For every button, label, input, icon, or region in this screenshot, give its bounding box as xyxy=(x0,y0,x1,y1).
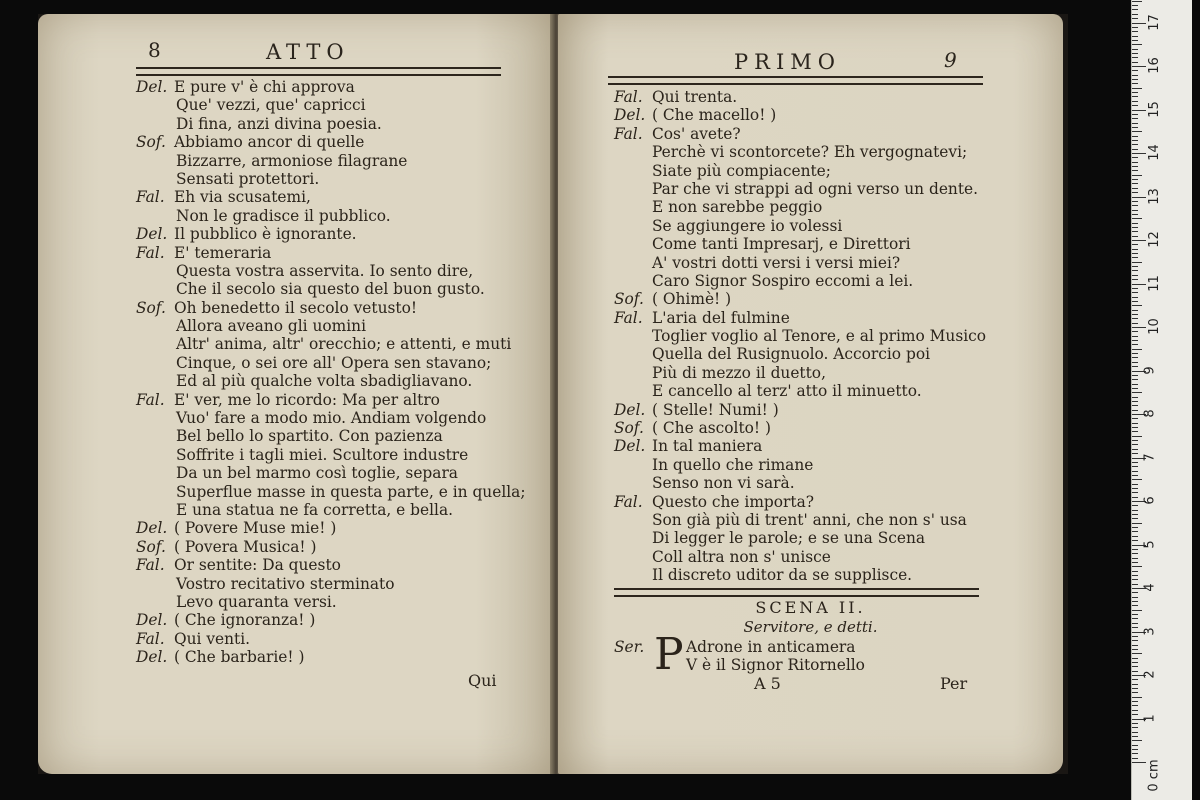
ruler-tick xyxy=(1132,79,1138,80)
ruler-number: 15 xyxy=(1146,100,1162,118)
verse-text: Questa vostra asservita. Io sento dire, xyxy=(176,261,474,280)
speaker-label: Sof. xyxy=(136,133,166,152)
verse-text: E' temeraria xyxy=(174,243,272,262)
ruler-tick xyxy=(1132,236,1138,237)
speaker-label: Del. xyxy=(136,78,168,96)
ruler-number: 14 xyxy=(1146,144,1162,161)
verse-text: Caro Signor Sospiro eccomi a lei. xyxy=(652,271,914,290)
ruler-tick xyxy=(1132,449,1138,450)
ruler-tick xyxy=(1132,136,1138,137)
ruler-tick xyxy=(1132,462,1138,463)
ruler-tick xyxy=(1132,210,1138,211)
ruler-number: 6 xyxy=(1142,496,1158,505)
ruler-number: 2 xyxy=(1142,670,1158,679)
ruler-tick xyxy=(1132,227,1138,228)
right-catchword: Per xyxy=(940,674,968,693)
verse-text: Di fina, anzi divina poesia. xyxy=(176,114,382,133)
ruler-tick xyxy=(1132,27,1138,28)
ruler-tick xyxy=(1132,397,1138,398)
ruler-number: 1 xyxy=(1142,713,1158,723)
ruler-tick xyxy=(1132,192,1138,193)
ruler-tick xyxy=(1132,314,1138,315)
verse-text: Que' vezzi, que' capricci xyxy=(176,96,366,115)
speaker-label: Sof. xyxy=(136,537,166,556)
ruler-tick xyxy=(1132,44,1142,45)
ruler-tick xyxy=(1132,305,1142,306)
ruler-tick xyxy=(1132,201,1138,202)
speaker-label: Fal. xyxy=(614,308,643,327)
ruler-tick xyxy=(1132,5,1138,6)
ruler-tick xyxy=(1132,444,1138,445)
ruler-tick xyxy=(1132,170,1138,171)
ruler-tick xyxy=(1132,727,1138,728)
verse-text: Eh via scusatemi, xyxy=(174,188,311,207)
ruler-tick xyxy=(1132,114,1138,115)
ruler-tick xyxy=(1132,110,1146,111)
ruler-tick xyxy=(1132,49,1138,50)
ruler-tick xyxy=(1132,758,1138,759)
ruler-tick xyxy=(1132,357,1138,358)
ruler-tick xyxy=(1132,518,1138,519)
ruler-tick xyxy=(1132,214,1138,215)
servant-line: Adrone in anticamera xyxy=(686,638,856,656)
ruler-tick xyxy=(1132,197,1146,198)
ruler-tick xyxy=(1132,297,1138,298)
ruler-tick xyxy=(1132,353,1138,354)
ruler-tick xyxy=(1132,344,1138,345)
ruler-tick xyxy=(1132,231,1138,232)
ruler-tick xyxy=(1132,36,1138,37)
ruler-number: 9 xyxy=(1142,365,1158,375)
verse-text: ( Povere Muse mie! ) xyxy=(174,519,337,538)
ruler-tick xyxy=(1132,249,1138,250)
ruler-tick xyxy=(1132,723,1138,724)
right-page xyxy=(558,14,1063,774)
speaker-label: Sof. xyxy=(136,298,166,317)
ruler-tick xyxy=(1132,749,1138,750)
ruler-tick xyxy=(1132,253,1138,254)
verse-text: Non le gradisce il pubblico. xyxy=(176,206,391,225)
verse-text: Perchè vi scontorcete? Eh vergognatevi; xyxy=(652,143,968,162)
ruler-tick xyxy=(1132,627,1138,628)
verse-text: ( Che ignoranza! ) xyxy=(174,611,316,630)
ruler-tick xyxy=(1132,349,1142,350)
verse-text: ( Ohimè! ) xyxy=(652,290,732,309)
verse-text: Ed al più qualche volta sbadigliavano. xyxy=(176,372,473,391)
ruler-tick xyxy=(1132,205,1138,206)
ruler-tick xyxy=(1132,510,1138,511)
verse-text: ( Povera Musica! ) xyxy=(174,537,317,556)
speaker-label: Fal. xyxy=(136,188,165,207)
ruler-tick xyxy=(1132,88,1142,89)
verse-text: Qui trenta. xyxy=(652,88,738,106)
verse-text: Abbiamo ancor di quelle xyxy=(174,133,365,152)
ruler-tick xyxy=(1132,562,1138,563)
ruler-tick xyxy=(1132,658,1138,659)
ruler-tick xyxy=(1132,740,1142,741)
ruler-tick xyxy=(1132,40,1138,41)
ruler-tick xyxy=(1132,105,1138,106)
ruler-tick xyxy=(1132,514,1138,515)
verse-text: E non sarebbe peggio xyxy=(652,198,823,217)
ruler-tick xyxy=(1132,275,1138,276)
ruler-tick xyxy=(1132,571,1138,572)
ruler-tick xyxy=(1132,31,1138,32)
ruler-number: 13 xyxy=(1146,187,1162,205)
speaker-label: Del. xyxy=(136,648,168,667)
ruler-tick xyxy=(1132,292,1138,293)
ruler-number: 5 xyxy=(1142,539,1158,549)
verse-text: ( Che ascolto! ) xyxy=(652,419,771,438)
verse-text: Vuo' fare a modo mio. Andiam volgendo xyxy=(176,409,487,428)
ruler-tick xyxy=(1132,762,1146,763)
ruler-tick xyxy=(1132,336,1138,337)
ruler-number: 17 xyxy=(1146,13,1162,31)
ruler-tick xyxy=(1132,101,1138,102)
ruler-tick xyxy=(1132,531,1138,532)
speaker-label: Fal. xyxy=(136,243,165,262)
verse-text: ( Stelle! Numi! ) xyxy=(652,400,779,419)
ruler-tick xyxy=(1132,240,1146,241)
servant-line: V è il Signor Ritornello xyxy=(686,656,865,675)
ruler-unit-label: 0 cm xyxy=(1146,759,1162,792)
ruler-tick xyxy=(1132,701,1138,702)
ruler-tick xyxy=(1132,753,1138,754)
verse-text: Coll altra non s' unisce xyxy=(652,547,831,566)
ruler-tick xyxy=(1132,453,1138,454)
ruler-tick xyxy=(1132,175,1142,176)
ruler-tick xyxy=(1132,479,1142,480)
speaker-label: Del. xyxy=(614,437,646,456)
ruler-tick xyxy=(1132,484,1138,485)
ruler-tick xyxy=(1132,653,1142,654)
ruler-tick xyxy=(1132,566,1142,567)
ruler-tick xyxy=(1132,362,1138,363)
verse-text: In tal maniera xyxy=(652,437,763,456)
ruler-tick xyxy=(1132,284,1146,285)
ruler-number: 12 xyxy=(1146,231,1162,248)
scene-title: SCENA II. xyxy=(755,598,866,617)
ruler-tick xyxy=(1132,375,1138,376)
ruler-tick xyxy=(1132,366,1138,367)
ruler-tick xyxy=(1132,523,1142,524)
ruler-tick xyxy=(1132,323,1138,324)
ruler-tick xyxy=(1132,149,1138,150)
ruler-tick xyxy=(1132,270,1138,271)
verse-text: Come tanti Impresarj, e Direttori xyxy=(652,235,911,254)
speaker-label: Fal. xyxy=(614,88,643,106)
verse-text: Questo che importa? xyxy=(652,492,815,511)
ruler-tick xyxy=(1132,162,1138,163)
ruler-tick xyxy=(1132,218,1142,219)
ruler-tick xyxy=(1132,688,1138,689)
servant-speaker: Ser. xyxy=(614,638,645,656)
ruler-tick xyxy=(1132,549,1138,550)
speaker-label: Sof. xyxy=(614,290,644,309)
verse-text: ( Che macello! ) xyxy=(652,106,777,125)
ruler-tick xyxy=(1132,401,1138,402)
ruler-tick xyxy=(1132,166,1138,167)
ruler-tick xyxy=(1132,57,1138,58)
ruler-tick xyxy=(1132,736,1138,737)
ruler-tick xyxy=(1132,23,1146,24)
ruler-tick xyxy=(1132,140,1138,141)
ruler-tick xyxy=(1132,70,1138,71)
ruler-tick xyxy=(1132,118,1138,119)
open-book xyxy=(38,14,1068,774)
ruler-tick xyxy=(1132,388,1138,389)
ruler-tick xyxy=(1132,418,1138,419)
ruler-tick xyxy=(1132,9,1138,10)
verse-text: Soffrite i tagli miei. Scultore industre xyxy=(176,445,469,464)
verse-text: Par che vi strappi ad ogni verso un dente. xyxy=(652,179,979,198)
left-catchword: Qui xyxy=(468,671,497,690)
speaker-label: Fal. xyxy=(136,390,165,409)
ruler-tick xyxy=(1132,96,1138,97)
right-header-rule xyxy=(608,76,983,85)
ruler-tick xyxy=(1132,266,1138,267)
ruler-tick xyxy=(1132,592,1138,593)
ruler-tick xyxy=(1132,579,1138,580)
speaker-label: Fal. xyxy=(136,629,165,648)
ruler-tick xyxy=(1132,471,1138,472)
ruler-tick xyxy=(1132,610,1142,611)
ruler-tick xyxy=(1132,157,1138,158)
ruler-tick xyxy=(1132,83,1138,84)
ruler-tick xyxy=(1132,666,1138,667)
ruler-tick xyxy=(1132,62,1138,63)
verse-text: In quello che rimane xyxy=(652,455,814,474)
ruler-tick xyxy=(1132,497,1138,498)
ruler-tick xyxy=(1132,649,1138,650)
ruler-tick xyxy=(1132,745,1138,746)
ruler-tick xyxy=(1132,553,1138,554)
ruler-tick xyxy=(1132,732,1138,733)
ruler-tick xyxy=(1132,662,1138,663)
ruler-tick xyxy=(1132,127,1138,128)
ruler-tick xyxy=(1132,671,1138,672)
verse-text: Che il secolo sia questo del buon gusto. xyxy=(176,280,485,299)
ruler-tick xyxy=(1132,618,1138,619)
verse-text: Se aggiungere io volessi xyxy=(652,216,843,235)
ruler-number: 3 xyxy=(1142,626,1158,636)
verse-text: E' ver, me lo ricordo: Ma per altro xyxy=(174,390,440,409)
ruler-tick xyxy=(1132,623,1138,624)
ruler-tick xyxy=(1132,440,1138,441)
ruler-number: 7 xyxy=(1142,452,1158,462)
verse-text: ( Che barbarie! ) xyxy=(174,648,305,667)
ruler-tick xyxy=(1132,288,1138,289)
ruler-tick xyxy=(1132,14,1138,15)
speaker-label: Del. xyxy=(614,400,646,419)
verse-text: L'aria del fulmine xyxy=(652,308,790,327)
speaker-label: Del. xyxy=(136,225,168,244)
verse-text: E cancello al terz' atto il minuetto. xyxy=(652,382,922,401)
ruler-tick xyxy=(1132,131,1142,132)
left-page xyxy=(38,14,553,774)
ruler-tick xyxy=(1132,92,1138,93)
ruler-tick xyxy=(1132,123,1138,124)
ruler-tick xyxy=(1132,144,1138,145)
verse-text: Toglier voglio al Tenore, e al primo Musico xyxy=(652,327,987,346)
speaker-label: Del. xyxy=(136,519,168,538)
verse-text: Il pubblico è ignorante. xyxy=(174,225,357,244)
ruler-tick xyxy=(1132,327,1146,328)
ruler-tick xyxy=(1132,492,1138,493)
drop-cap: P xyxy=(654,629,684,680)
ruler-tick xyxy=(1132,66,1146,67)
ruler-tick xyxy=(1132,188,1138,189)
ruler-tick xyxy=(1132,505,1138,506)
verse-text: Di legger le parole; e se una Scena xyxy=(652,529,926,548)
verse-text: Senso non vi sarà. xyxy=(652,474,795,493)
ruler-tick xyxy=(1132,379,1138,380)
verse-text: Cinque, o sei ore all' Opera sen stavano; xyxy=(176,353,492,372)
left-page-number: 8 xyxy=(148,38,161,62)
verse-text: Più di mezzo il duetto, xyxy=(652,363,826,382)
ruler-number: 10 xyxy=(1146,318,1162,335)
ruler-tick xyxy=(1132,1,1142,2)
ruler-tick xyxy=(1132,558,1138,559)
verse-text: Qui venti. xyxy=(174,629,251,648)
ruler-tick xyxy=(1132,710,1138,711)
verse-text: Son già più di trent' anni, che non s' usa xyxy=(652,510,967,529)
speaker-label: Fal. xyxy=(614,492,643,511)
speaker-label: Fal. xyxy=(136,556,165,575)
ruler-tick xyxy=(1132,488,1138,489)
signature-mark: A 5 xyxy=(754,674,781,693)
verse-text: Allora aveano gli uomini xyxy=(176,317,366,336)
ruler-tick xyxy=(1132,153,1146,154)
ruler-tick xyxy=(1132,575,1138,576)
ruler-tick xyxy=(1132,614,1138,615)
scene-subtitle: Servitore, e detti. xyxy=(743,618,878,636)
left-header-rule xyxy=(136,67,501,76)
ruler-tick xyxy=(1132,597,1138,598)
ruler-tick xyxy=(1132,636,1138,637)
ruler-tick xyxy=(1132,536,1138,537)
ruler-tick xyxy=(1132,331,1138,332)
speaker-label: Sof. xyxy=(614,419,644,438)
verse-text: Levo quaranta versi. xyxy=(176,592,337,611)
ruler-tick xyxy=(1132,279,1138,280)
right-page-number: 9 xyxy=(944,48,957,72)
ruler-tick xyxy=(1132,697,1142,698)
ruler-tick xyxy=(1132,183,1138,184)
ruler-tick xyxy=(1132,475,1138,476)
ruler-tick xyxy=(1132,436,1142,437)
ruler-tick xyxy=(1132,262,1142,263)
ruler-tick xyxy=(1132,466,1138,467)
ruler-tick xyxy=(1132,18,1138,19)
ruler-tick xyxy=(1132,692,1138,693)
ruler-tick xyxy=(1132,679,1138,680)
ruler-tick xyxy=(1132,301,1138,302)
ruler-tick xyxy=(1132,244,1138,245)
scene-divider-rule xyxy=(614,588,979,597)
verse-text: Bel bello lo spartito. Con pazienza xyxy=(176,427,443,446)
ruler-tick xyxy=(1132,405,1138,406)
ruler-tick xyxy=(1132,527,1138,528)
ruler-tick xyxy=(1132,340,1138,341)
left-page-header: ATTO xyxy=(266,40,350,64)
measurement-ruler xyxy=(1131,0,1192,800)
ruler-tick xyxy=(1132,645,1138,646)
verse-text: Sensati protettori. xyxy=(176,169,320,188)
ruler-tick xyxy=(1132,257,1138,258)
verse-text: E una statua ne fa corretta, e bella. xyxy=(176,500,454,519)
verse-text: Da un bel marmo così toglie, separa xyxy=(176,464,458,483)
verse-text: Vostro recitativo sterminato xyxy=(176,574,395,593)
verse-text: Oh benedetto il secolo vetusto! xyxy=(174,298,418,317)
ruler-tick xyxy=(1132,75,1138,76)
ruler-tick xyxy=(1132,640,1138,641)
ruler-tick xyxy=(1132,601,1138,602)
ruler-tick xyxy=(1132,53,1138,54)
ruler-tick xyxy=(1132,427,1138,428)
speaker-label: Fal. xyxy=(614,124,643,143)
verse-text: Cos' avete? xyxy=(652,124,741,143)
ruler-tick xyxy=(1132,384,1138,385)
verse-text: E pure v' è chi approva xyxy=(174,78,355,96)
ruler-number: 4 xyxy=(1142,583,1158,592)
ruler-tick xyxy=(1132,714,1138,715)
ruler-tick xyxy=(1132,584,1138,585)
ruler-tick xyxy=(1132,423,1138,424)
ruler-tick xyxy=(1132,410,1138,411)
ruler-tick xyxy=(1132,310,1138,311)
right-page-header: PRIMO xyxy=(734,50,841,74)
ruler-tick xyxy=(1132,318,1138,319)
ruler-tick xyxy=(1132,431,1138,432)
ruler-tick xyxy=(1132,705,1138,706)
speaker-label: Del. xyxy=(136,611,168,630)
verse-text: Or sentite: Da questo xyxy=(174,556,341,575)
ruler-tick xyxy=(1132,179,1138,180)
ruler-tick xyxy=(1132,223,1138,224)
ruler-number: 8 xyxy=(1142,409,1158,418)
ruler-tick xyxy=(1132,392,1142,393)
ruler-number: 11 xyxy=(1146,274,1162,292)
verse-text: Superflue masse in questa parte, e in quella; xyxy=(176,482,526,501)
speaker-label: Del. xyxy=(614,106,646,125)
ruler-tick xyxy=(1132,540,1138,541)
ruler-tick xyxy=(1132,605,1138,606)
verse-text: Altr' anima, altr' orecchio; e attenti, e muti xyxy=(176,335,512,354)
verse-text: Quella del Rusignuolo. Accorcio poi xyxy=(652,345,931,364)
verse-text: A' vostri dotti versi i versi miei? xyxy=(652,253,901,272)
verse-text: Bizzarre, armoniose filagrane xyxy=(176,151,408,170)
ruler-tick xyxy=(1132,684,1138,685)
verse-text: Il discreto uditor da se supplisce. xyxy=(652,566,913,585)
ruler-number: 16 xyxy=(1146,57,1162,74)
verse-text: Siate più compiacente; xyxy=(652,161,831,180)
